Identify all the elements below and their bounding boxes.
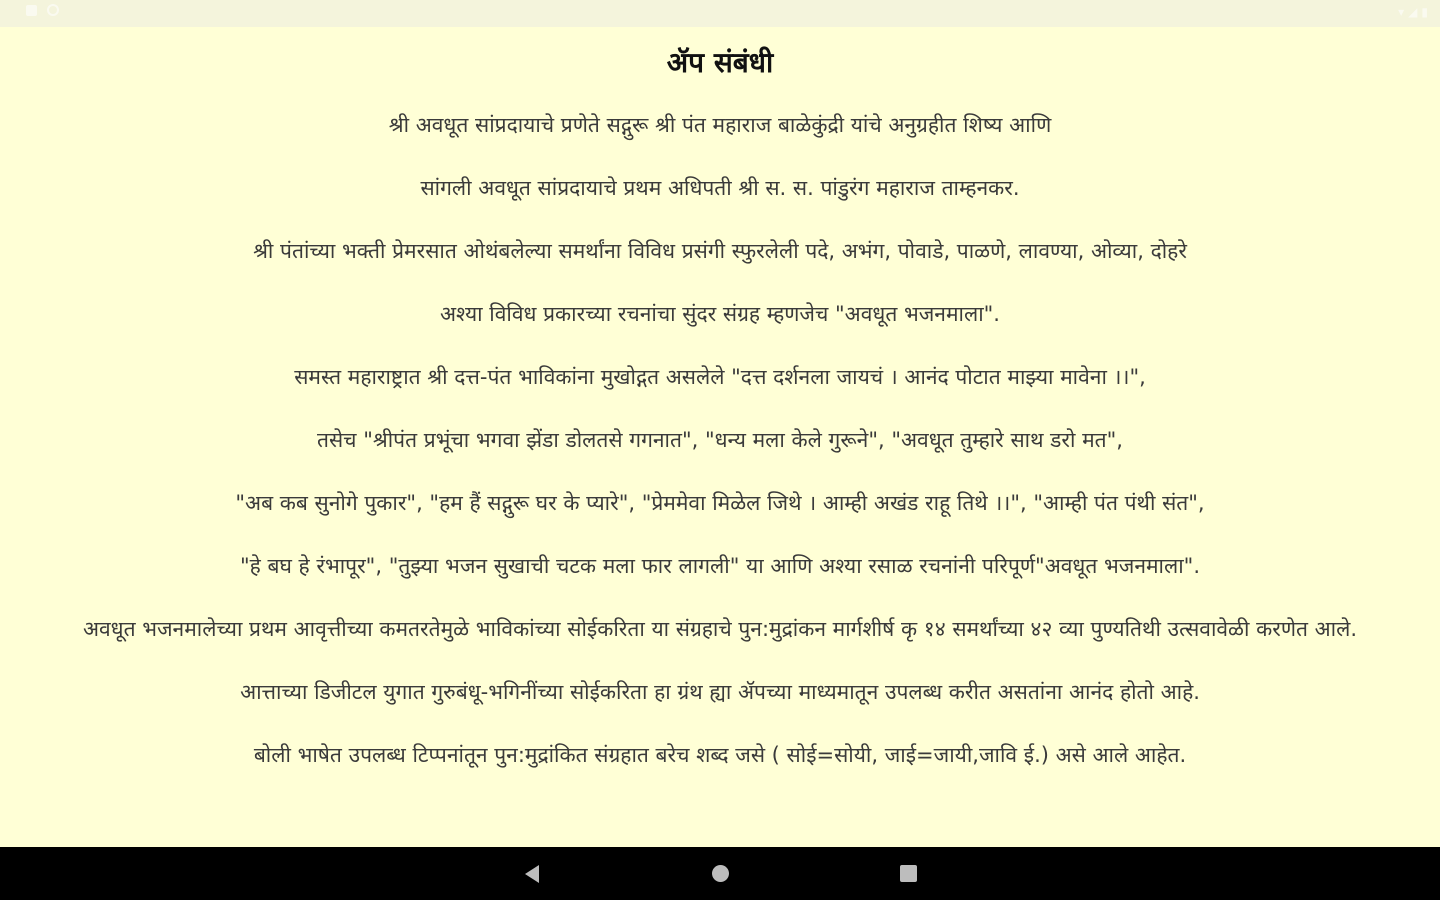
paragraph: "हे बघ हे रंभापूर", "तुझ्या भजन सुखाची चटक मला फार लागली" या आणि अश्या रसाळ रचनांनी परिपूर्ण"अवधूत भजनमाला". <box>239 554 1201 578</box>
back-button[interactable] <box>512 854 552 894</box>
recents-icon <box>900 865 917 882</box>
page-title: ॲप संबंधी <box>666 46 774 79</box>
home-icon <box>712 865 729 882</box>
home-button[interactable] <box>700 854 740 894</box>
app-icon <box>47 4 59 16</box>
paragraph-list <box>0 107 1440 773</box>
paragraph: समस्त महाराष्ट्रात श्री दत्त-पंत भाविकांना मुखोद्गत असलेले "दत्त दर्शनला जायचं । आनंद पोटात माझ्या मावेना ।।", <box>294 365 1146 389</box>
about-app-screen <box>0 27 1440 847</box>
back-icon <box>525 865 539 883</box>
navigation-bar <box>0 847 1440 900</box>
paragraph: बोली भाषेत उपलब्ध टिप्पनांतून पुन:मुद्रांकित संग्रहात बरेच शब्द जसे ( सोई=सोयी, जाई=जायी,जावि ई.) असे आले आहेत. <box>253 743 1187 767</box>
paragraph: आत्ताच्या डिजीटल युगात गुरुबंधू-भगिनींच्या सोईकरिता हा ग्रंथ ह्या ॲपच्या माध्यमातून उपलब्ध करीत असतांना आनंद होतो आहे. <box>240 680 1200 704</box>
status-right <box>1398 5 1428 19</box>
notification-icon <box>26 5 37 16</box>
paragraph: श्री अवधूत सांप्रदायाचे प्रणेते सद्गुरू श्री पंत महाराज बाळेकुंद्री यांचे अनुग्रहीत शिष्य आणि <box>388 113 1052 137</box>
wifi-icon: ▾ <box>1398 5 1405 19</box>
paragraph: अश्या विविध प्रकारच्या रचनांचा सुंदर संग्रह म्हणजेच "अवधूत भजनमाला". <box>440 302 1000 326</box>
battery-icon: ▮ <box>1421 5 1428 19</box>
paragraph: तसेच "श्रीपंत प्रभूंचा भगवा झेंडा डोलतसे गगनात", "धन्य मला केले गुरूने", "अवधूत तुम्हारे साथ डरो मत", <box>317 428 1123 452</box>
signal-icon: ◢ <box>1408 5 1418 19</box>
status-left <box>16 4 59 16</box>
status-bar <box>0 0 1440 27</box>
paragraph: अवधूत भजनमालेच्या प्रथम आवृत्तीच्या कमतरतेमुळे भाविकांच्या सोईकरिता या संग्रहाचे पुन:मुद्रांकन मार्गशीर्ष कृ १४ समर्थांच्या ४२ व्या पुण्यतिथी उत्सवावेळी करणेत आले. <box>82 617 1358 641</box>
paragraph: श्री पंतांच्या भक्ती प्रेमरसात ओथंबलेल्या समर्थांना विविध प्रसंगी स्फुरलेली पदे, अभंग, पोवाडे, पाळणे, लावण्या, ओव्या, दोहरे <box>253 239 1187 263</box>
paragraph: सांगली अवधूत सांप्रदायाचे प्रथम अधिपती श्री स. स. पांडुरंग महाराज ताम्हनकर. <box>420 176 1020 200</box>
recents-button[interactable] <box>888 854 928 894</box>
paragraph: "अब कब सुनोगे पुकार", "हम हैं सद्गुरू घर के प्यारे", "प्रेममेवा मिळेल जिथे । आम्ही अखंड राहू तिथे ।।", "आम्ही पंत पंथी संत", <box>235 491 1205 515</box>
